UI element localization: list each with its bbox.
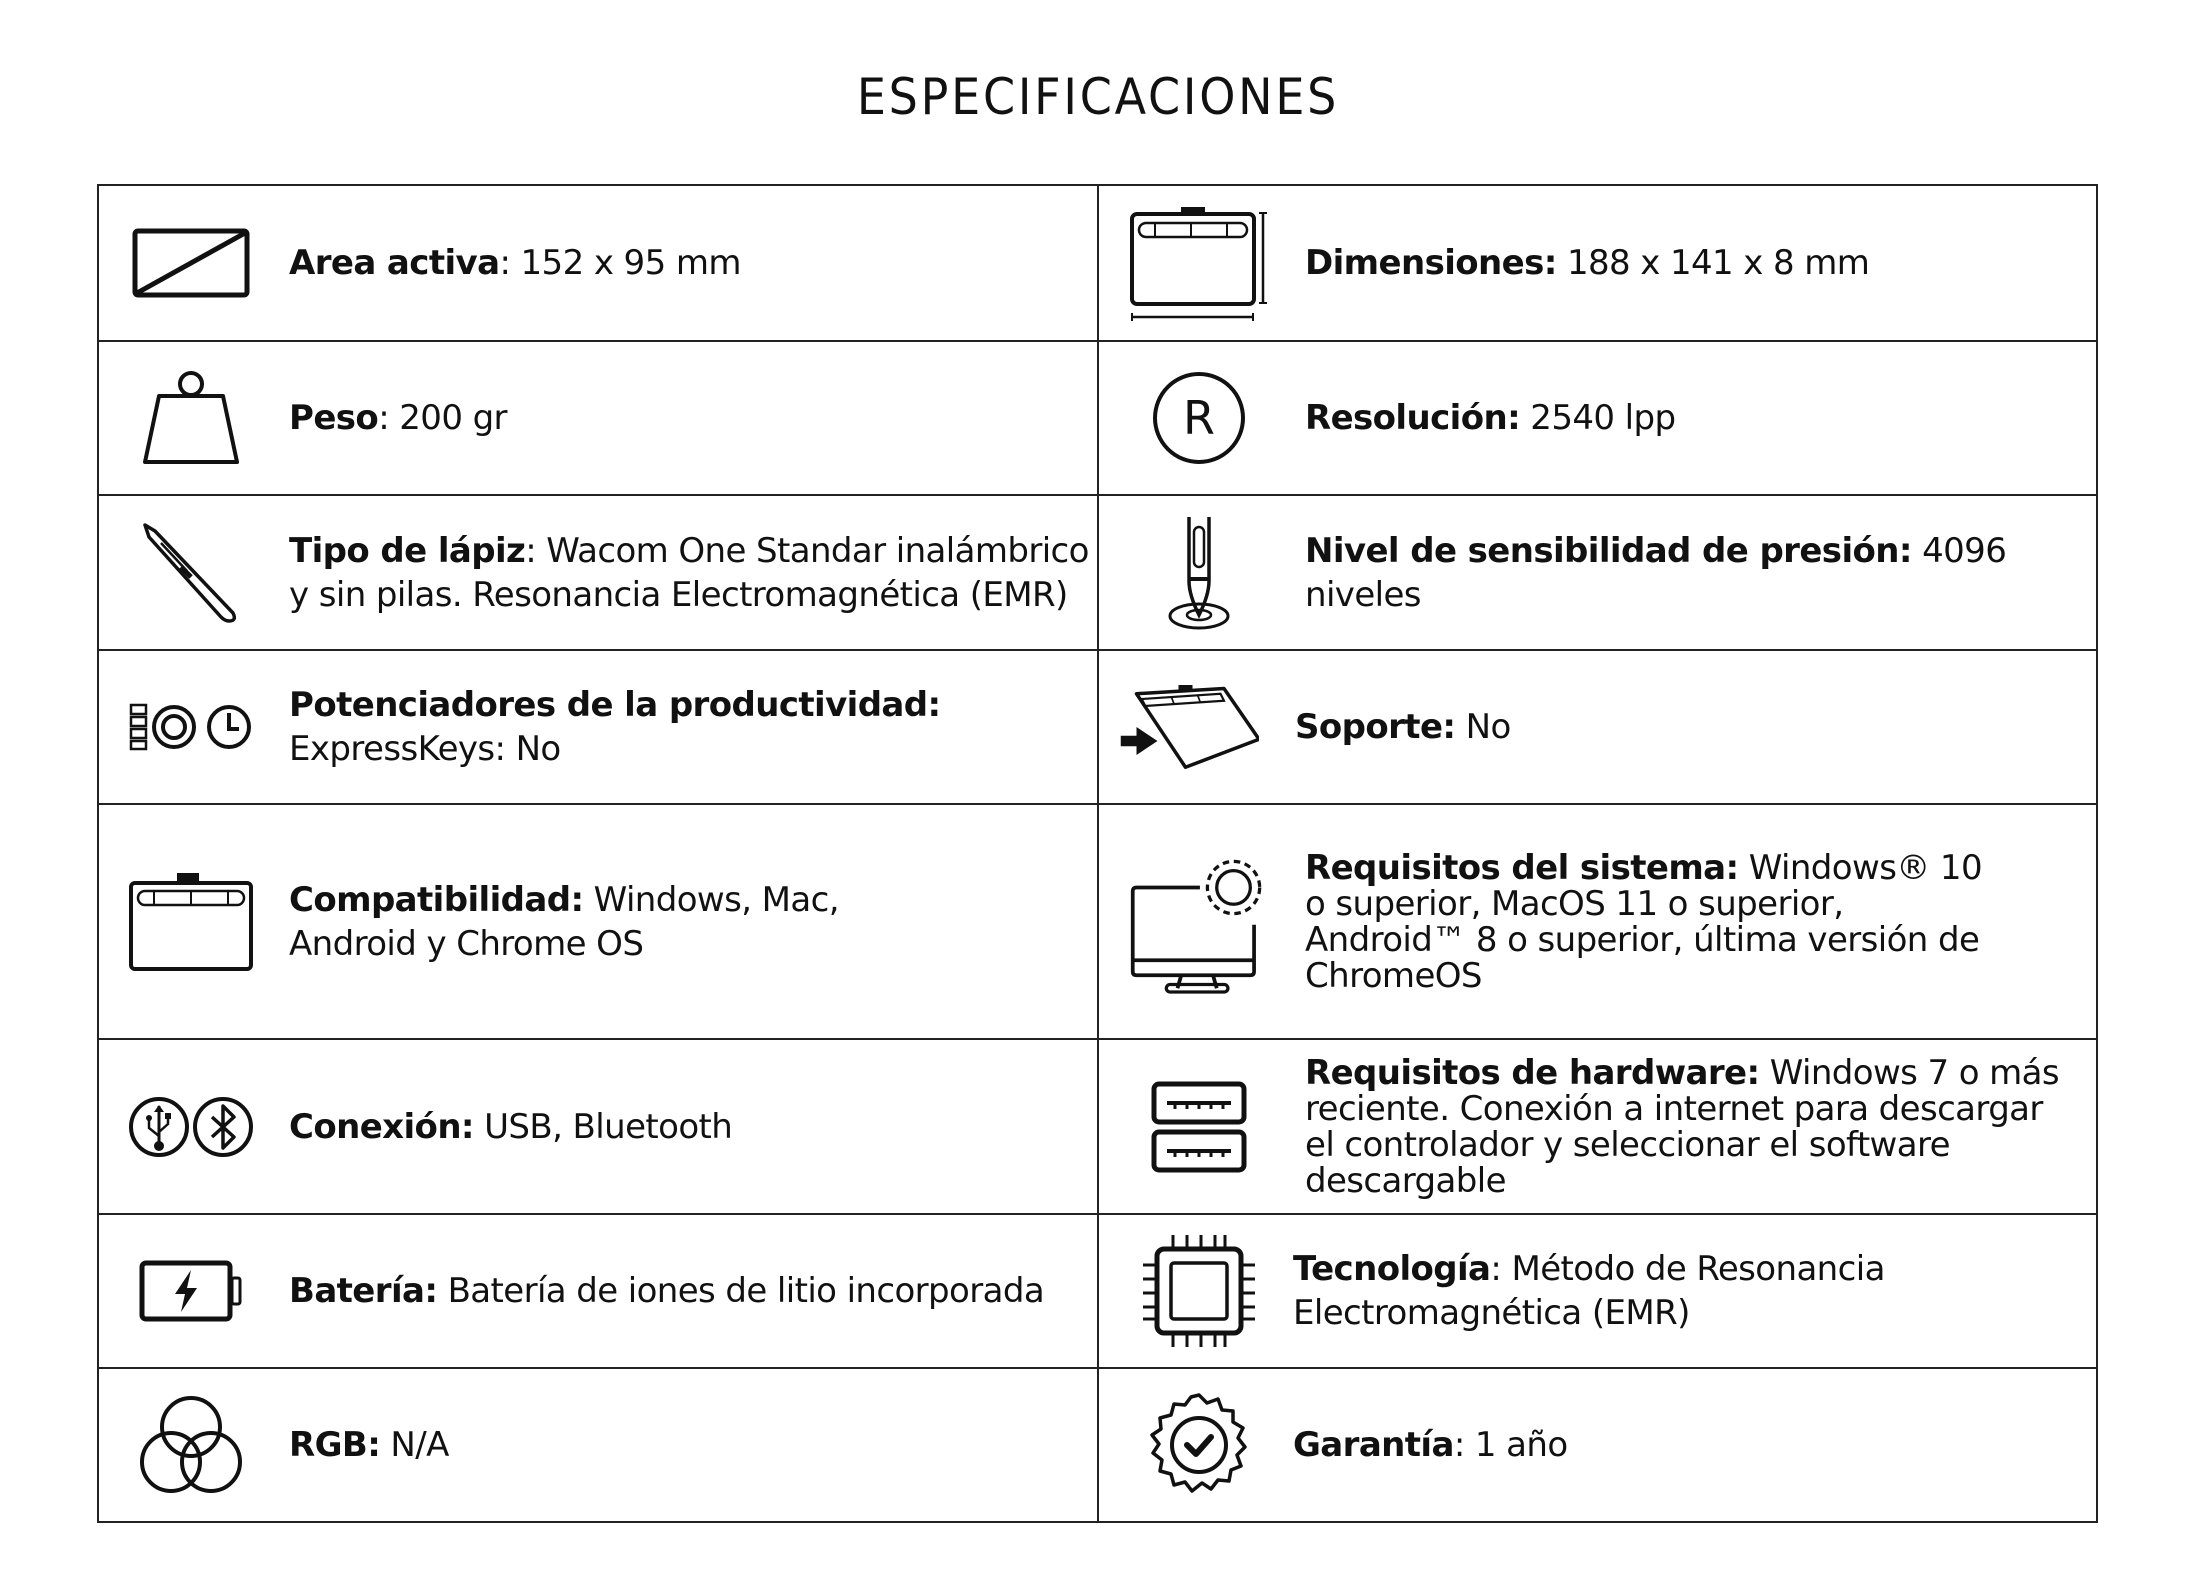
- spec-cell-stand: [1099, 651, 2096, 803]
- spec-text: Peso: 200 gr: [289, 398, 507, 438]
- spec-cell-system-requirements: [1099, 805, 2096, 1038]
- spec-label: Potenciadores de la productividad:: [289, 685, 941, 725]
- rgb-icon: [121, 1395, 261, 1495]
- usb-bluetooth-icon: [121, 1096, 261, 1158]
- spec-text: [289, 1423, 449, 1467]
- spec-cell-rgb: [99, 1369, 1099, 1521]
- spec-cell-pressure: [1099, 496, 2096, 649]
- spec-label: Requisitos del sistema:: [1305, 847, 1739, 888]
- spec-value: 152 x 95 mm: [520, 243, 741, 283]
- spec-label: Tecnología: [1293, 1249, 1491, 1289]
- tablet-icon: [121, 871, 261, 973]
- spec-text: Garantía: 1 año: [1293, 1425, 1568, 1465]
- system-requirements-icon: [1129, 847, 1269, 997]
- spec-text: [1305, 529, 2096, 617]
- spec-cell-warranty: [1099, 1369, 2096, 1521]
- spec-label: Nivel de sensibilidad de presión:: [1305, 530, 1912, 571]
- spec-text: [289, 1105, 732, 1149]
- spec-row: [99, 1367, 2096, 1521]
- spec-label: Garantía: [1293, 1425, 1454, 1465]
- spec-row: [99, 1038, 2096, 1213]
- spec-label: Dimensiones:: [1305, 243, 1557, 283]
- spec-cell-weight: [99, 342, 1099, 494]
- spec-label: Resolución:: [1305, 398, 1521, 438]
- spec-text: [1305, 396, 1675, 440]
- spec-value: 2540 lpp: [1530, 398, 1676, 438]
- chip-icon: [1129, 1233, 1269, 1349]
- spec-row: [99, 340, 2096, 494]
- spec-cell-connection: [99, 1040, 1099, 1213]
- spec-text: [1305, 1052, 2065, 1201]
- weight-icon: [121, 370, 261, 466]
- spec-label: Requisitos de hardware:: [1305, 1052, 1760, 1093]
- spec-row: [99, 1213, 2096, 1367]
- spec-text: Tecnología: Método de Resonancia Electromagnética (EMR): [1293, 1249, 1885, 1333]
- active-area-icon: [121, 228, 261, 298]
- spec-value: Windows 7 o más reciente. Conexión a internet para descargar el controlador y seleccionar el software descargable: [1305, 1052, 2060, 1201]
- spec-cell-active-area: [99, 186, 1099, 340]
- pressure-pen-icon: [1129, 515, 1269, 631]
- spec-cell-compatibility: [99, 805, 1099, 1038]
- pen-icon: [121, 521, 261, 625]
- spec-value: 200 gr: [399, 398, 507, 438]
- spec-cell-productivity: [99, 651, 1099, 803]
- spec-value: Windows, Mac, Android y Chrome OS: [289, 879, 839, 964]
- svg-text:R: R: [1183, 391, 1215, 445]
- spec-value: ExpressKeys: No: [289, 729, 561, 769]
- spec-text: [1295, 705, 1511, 749]
- spec-value: 4096 niveles: [1305, 530, 2007, 615]
- spec-value: Windows® 10 o superior, MacOS 11 o superior, Android™ 8 o superior, última versión de ChromeOS: [1305, 847, 1982, 996]
- spec-label: Conexión:: [289, 1106, 474, 1147]
- spec-text: [289, 683, 1009, 771]
- spec-label: RGB:: [289, 1425, 381, 1465]
- spec-cell-dimensions: [1099, 186, 2096, 340]
- spec-cell-resolution: [1099, 342, 2096, 494]
- spec-cell-pen-type: [99, 496, 1099, 649]
- hardware-icon: [1129, 1081, 1269, 1173]
- spec-label: Tipo de lápiz: [289, 530, 526, 571]
- spec-row: [99, 494, 2096, 649]
- spec-text: [1305, 847, 1985, 996]
- spec-value: Wacom One Standar inalámbrico y sin pilas. Resonancia Electromagnética (EMR): [289, 530, 1089, 615]
- spec-cell-hardware-requirements: [1099, 1040, 2096, 1213]
- spec-label: Compatibilidad:: [289, 879, 584, 920]
- page-title: ESPECIFICACIONES: [856, 68, 1340, 126]
- spec-text: Tipo de lápiz: Wacom One Standar inalámbrico y sin pilas. Resonancia Electromagnética (EMR): [289, 530, 1089, 615]
- spec-text: [1305, 241, 1869, 285]
- dimensions-icon: [1129, 205, 1269, 321]
- spec-value: 188 x 141 x 8 mm: [1566, 243, 1870, 283]
- spec-value: N/A: [390, 1425, 449, 1465]
- stand-icon: [1119, 679, 1259, 775]
- spec-row: [99, 649, 2096, 803]
- spec-text: [289, 878, 849, 966]
- spec-cell-technology: [1099, 1215, 2096, 1367]
- productivity-icon: [121, 703, 261, 751]
- spec-cell-battery: [99, 1215, 1099, 1367]
- spec-text: Area activa: 152 x 95 mm: [289, 243, 741, 283]
- spec-row: [99, 186, 2096, 340]
- spec-value: 1 año: [1474, 1425, 1568, 1465]
- spec-row: [99, 803, 2096, 1038]
- spec-label: Batería:: [289, 1271, 438, 1311]
- spec-text: [289, 1269, 1044, 1313]
- specs-table: [97, 184, 2098, 1523]
- resolution-icon: [1129, 370, 1269, 466]
- spec-label: Area activa: [289, 243, 500, 283]
- spec-label: Peso: [289, 398, 379, 438]
- spec-value: USB, Bluetooth: [484, 1106, 733, 1147]
- spec-value: No: [1465, 707, 1511, 747]
- spec-label: Soporte:: [1295, 707, 1456, 747]
- warranty-icon: [1129, 1393, 1269, 1497]
- spec-value: Método de Resonancia Electromagnética (EMR): [1293, 1249, 1885, 1333]
- spec-value: Batería de iones de litio incorporada: [447, 1271, 1045, 1311]
- battery-icon: [121, 1260, 261, 1322]
